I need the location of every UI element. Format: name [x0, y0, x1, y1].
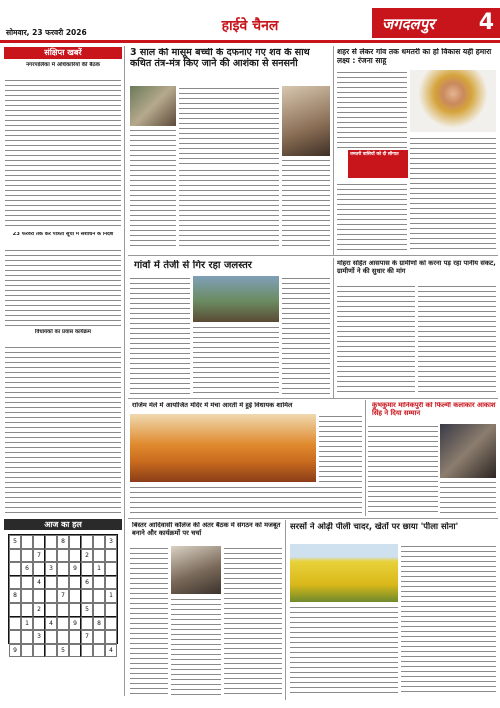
masthead-rule	[0, 40, 500, 43]
sudoku-cell	[21, 576, 33, 590]
sudoku-cell	[69, 644, 81, 658]
sudoku-cell	[105, 576, 117, 590]
sudoku-cell	[81, 644, 93, 658]
sudoku-cell	[21, 549, 33, 563]
sidebar-title: संक्षिप्त खबरें	[4, 47, 122, 59]
sidebar-divider	[124, 46, 125, 696]
sarso-body-2	[401, 544, 496, 696]
column-divider-2	[333, 258, 334, 398]
sudoku-cell	[93, 644, 105, 658]
sudoku-cell	[57, 549, 69, 563]
sudoku-cell	[33, 562, 45, 576]
sudoku-cell	[81, 535, 93, 549]
sudoku-cell: 1	[105, 589, 117, 603]
brief-body-3	[5, 345, 121, 515]
sudoku-cell	[21, 644, 33, 658]
sudoku-cell	[45, 535, 57, 549]
lead-body-3	[179, 168, 279, 250]
sudoku-cell: 8	[93, 617, 105, 631]
sudoku-cell: 3	[33, 630, 45, 644]
column-divider-4	[285, 520, 286, 700]
kumbh-body-2	[440, 480, 496, 514]
sudoku-cell: 7	[81, 630, 93, 644]
lead-body-4	[282, 158, 330, 250]
sudoku-cell	[9, 630, 21, 644]
kumbh-photo	[440, 424, 496, 478]
masthead	[0, 0, 500, 40]
right-body-1	[337, 70, 407, 150]
lead-headline: 3 साल की मासूम बच्ची के दफनाए गए शव के साथ कथित तंत्र-मंत्र किए जाने की आशंका से सनसनी	[130, 48, 310, 69]
page-number: 4	[478, 10, 494, 35]
sudoku-cell: 9	[9, 644, 21, 658]
temple-photo	[130, 414, 316, 482]
sudoku-cell: 2	[81, 549, 93, 563]
column-divider-1	[333, 46, 334, 256]
villages-body-2	[193, 325, 279, 394]
sudoku-cell	[69, 630, 81, 644]
right-caption-box: धमतरी वासियों को दी सौगात	[348, 150, 408, 178]
sudoku-cell: 7	[33, 549, 45, 563]
sudoku-cell	[57, 630, 69, 644]
sudoku-cell: 8	[57, 535, 69, 549]
lead-body-2	[130, 128, 176, 250]
sudoku-cell	[45, 603, 57, 617]
sudoku-cell	[9, 576, 21, 590]
sudoku-grid	[8, 534, 118, 654]
sudoku-cell	[9, 562, 21, 576]
sudoku-cell	[69, 603, 81, 617]
adivasi-photo	[171, 546, 221, 594]
sudoku-cell	[69, 549, 81, 563]
sudoku-cell	[33, 589, 45, 603]
sudoku-cell	[33, 617, 45, 631]
kumbh-headline: कुंभकुमार मानिकपुरी को फिल्मी कलाकार आकाश सिंह ने दिया सम्मान	[372, 402, 496, 417]
sudoku-cell: 5	[57, 644, 69, 658]
right-headline: शहर से लेकर गांव तक धमतरी का हो विकास यही हमारा लक्ष्य : रंजना साहू	[337, 48, 492, 65]
villages-photo	[193, 276, 279, 322]
row-divider-2	[128, 398, 498, 399]
sudoku-cell	[81, 617, 93, 631]
sudoku-cell	[45, 549, 57, 563]
sudoku-cell	[81, 589, 93, 603]
sudoku-cell	[105, 630, 117, 644]
sudoku-cell	[93, 630, 105, 644]
sudoku-cell	[9, 603, 21, 617]
brief-headline-3: विधायकों का प्रवास कार्यक्रम	[34, 329, 92, 335]
mohra-headline: मोहरा सहित आसपास के ग्रामीणों को करना पड़ रहा पानीय संकट, ग्रामीणों ने की सुधार की मांग	[337, 260, 496, 275]
brief-body-1	[5, 78, 121, 228]
column-divider-3	[365, 400, 366, 516]
lead-body-1	[179, 86, 279, 166]
sudoku-cell	[69, 589, 81, 603]
city-banner	[372, 8, 500, 38]
sudoku-cell: 5	[9, 535, 21, 549]
sudoku-cell	[21, 589, 33, 603]
villages-headline: गांवों में तेजी से गिर रहा जलस्तर	[134, 260, 252, 271]
sudoku-cell	[45, 576, 57, 590]
sudoku-cell: 7	[57, 589, 69, 603]
villages-body-3	[282, 276, 330, 394]
sudoku-cell	[9, 549, 21, 563]
sudoku-cell	[45, 644, 57, 658]
brief-body-2	[5, 248, 121, 326]
sudoku-cell	[93, 603, 105, 617]
right-portrait-photo	[410, 70, 496, 132]
kumbh-body-1	[368, 424, 438, 514]
temple-headline: राजिम मेले में आयोजित मंदिर में मंचा आरती में हुई विधायक शामिल	[132, 402, 293, 409]
sudoku-cell: 4	[45, 617, 57, 631]
sarso-headline: सरसों ने ओढ़ी पीली चादर, खेतों पर छाया 'पीला सोना'	[290, 522, 459, 531]
sudoku-cell	[93, 576, 105, 590]
sudoku-cell: 3	[45, 562, 57, 576]
brief-headline-1: नगरपालिका में अधिकारियों की बैठक	[26, 62, 100, 68]
sudoku-cell	[93, 535, 105, 549]
row-divider-3	[128, 518, 498, 519]
sudoku-cell: 8	[9, 589, 21, 603]
section-title: हाईवे चैनल	[221, 18, 279, 34]
issue-date: सोमवार, 23 फरवरी 2026	[6, 28, 87, 37]
sudoku-cell	[9, 617, 21, 631]
mohra-body-1	[337, 284, 415, 394]
sudoku-cell	[69, 535, 81, 549]
sudoku-cell	[45, 589, 57, 603]
temple-body-2	[130, 485, 362, 513]
sudoku-cell	[69, 576, 81, 590]
sarso-photo	[290, 544, 398, 602]
sudoku-cell	[21, 603, 33, 617]
sudoku-cell	[93, 549, 105, 563]
sudoku-cell	[105, 549, 117, 563]
sudoku-cell	[81, 562, 93, 576]
sudoku-cell: 6	[81, 576, 93, 590]
sudoku-cell: 4	[33, 576, 45, 590]
adivasi-body-1	[130, 546, 168, 696]
city-name: जगदलपुर	[382, 15, 435, 33]
adivasi-headline: बिस्तर आदिवासी कॉलेज की अंतर बैठक में संगठन को मजबूत बनाने और कार्यक्रमों पर चर्चा	[132, 522, 281, 537]
sudoku-cell	[57, 603, 69, 617]
sudoku-cell	[57, 617, 69, 631]
sudoku-cell	[21, 630, 33, 644]
sudoku-cell	[33, 535, 45, 549]
sudoku-cell	[105, 603, 117, 617]
sudoku-cell: 1	[21, 617, 33, 631]
sudoku-cell: 1	[93, 562, 105, 576]
mohra-body-2	[418, 284, 496, 394]
sudoku-cell: 9	[69, 617, 81, 631]
lead-photo-1	[130, 86, 176, 126]
sarso-body-1	[290, 605, 398, 696]
sudoku-cell	[57, 576, 69, 590]
sudoku-cell	[57, 562, 69, 576]
adivasi-body-2	[171, 597, 221, 696]
adivasi-body-3	[224, 546, 282, 696]
right-body-3	[337, 182, 407, 250]
brief-headline-2: 23 फरवरी तक कर पात्रता सूची में संशोधन के निर्देश	[12, 232, 114, 237]
sudoku-cell	[105, 562, 117, 576]
sudoku-cell	[21, 535, 33, 549]
row-divider-1	[128, 255, 498, 256]
sudoku-cell: 2	[33, 603, 45, 617]
temple-body-1	[319, 414, 362, 482]
sudoku-cell	[105, 617, 117, 631]
sudoku-cell: 4	[105, 644, 117, 658]
right-body-2	[410, 136, 496, 250]
villages-body-1	[130, 276, 190, 394]
sudoku-cell: 9	[69, 562, 81, 576]
sudoku-cell	[45, 630, 57, 644]
lead-photo-2	[282, 86, 330, 156]
sudoku-cell	[33, 644, 45, 658]
sudoku-cell	[93, 589, 105, 603]
sudoku-cell: 6	[21, 562, 33, 576]
sudoku-cell: 5	[81, 603, 93, 617]
sudoku-title: आज का हल	[4, 519, 122, 530]
sudoku-cell: 3	[105, 535, 117, 549]
